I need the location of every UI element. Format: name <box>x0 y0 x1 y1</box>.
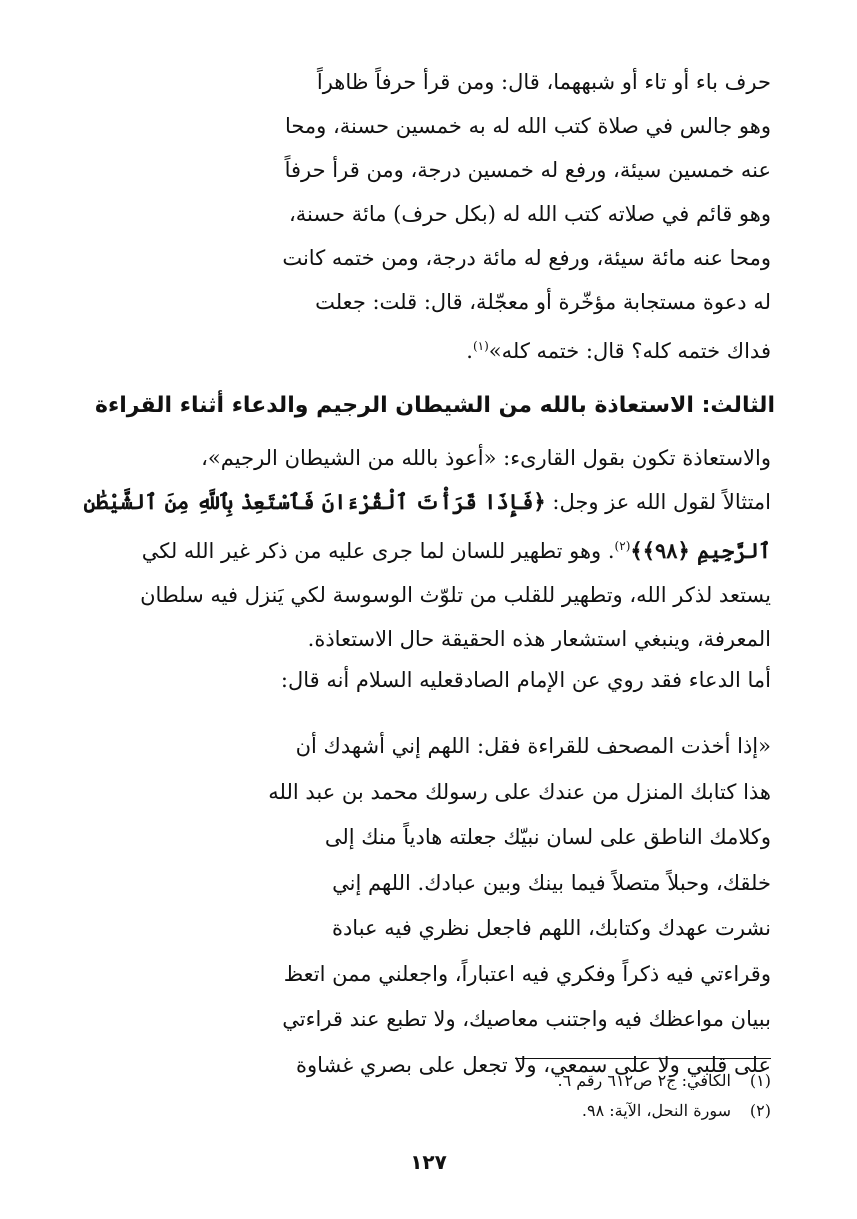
footnotes <box>81 1066 771 1126</box>
text-line: يستعد لذكر الله، وتطهير للقلب من تلوّث الوسوسة لكي يَنزل فيه سلطان <box>140 583 771 607</box>
text-line <box>81 524 771 573</box>
paragraph-dua-text <box>81 724 771 1088</box>
footnote-text: سورة النحل، الآية: ٩٨. <box>581 1101 731 1120</box>
text-line: أما الدعاء فقد روي عن الإمام الصادقعليه السلام أنه قال: <box>280 668 771 692</box>
section-heading: الثالث: الاستعاذة بالله من الشيطان الرجيم والدعاء أثناء القراءة <box>94 393 775 418</box>
text-line: عنه خمسين سيئة، ورفع له خمسين درجة، ومن قرأ حرفاً <box>284 158 771 182</box>
footnote-2 <box>81 1096 771 1126</box>
footnote-number: (١) <box>749 1071 771 1090</box>
text-fragment: امتثالاً لقول الله عز وجل: <box>545 490 771 514</box>
text-line: وهو قائم في صلاته كتب الله له (بكل حرف) مائة حسنة، <box>288 202 771 226</box>
footnote-divider <box>515 1058 771 1059</box>
footnote-ref-2: (٢) <box>614 539 631 553</box>
footnote-number: (٢) <box>749 1101 771 1120</box>
text-line: والاستعاذة تكون بقول القارىء: «أعوذ بالله من الشيطان الرجيم»، <box>201 446 771 470</box>
text-line <box>81 480 771 524</box>
text-line: وقراءتي فيه ذكراً وفكري فيه اعتباراً، واجعلني ممن اتعظ <box>283 961 771 986</box>
text-line: ومحا عنه مائة سيئة، ورفع له مائة درجة، ومن ختمه كانت <box>282 246 771 270</box>
text-line: على قلبي ولا على سمعي، ولا تجعل على بصري غشاوة <box>295 1052 771 1077</box>
text-line: هذا كتابك المنزل من عندك على رسولك محمد بن عبد الله <box>268 779 771 804</box>
text-fragment: فداك ختمه كله؟ قال: ختمه كله» <box>488 339 771 363</box>
text-fragment: . وهو تطهير للسان لما جرى عليه من ذكر غير الله لكي <box>141 539 615 563</box>
paragraph-hadith-reward <box>81 60 771 373</box>
quran-verse: ٱلرَّجِيمِ ﴿٩٨﴾﴾ <box>630 538 771 563</box>
text-line: وهو جالس في صلاة كتب الله له به خمسين حسنة، ومحا <box>284 114 771 138</box>
text-line: «إذا أخذت المصحف للقراءة فقل: اللهم إني أشهدك أن <box>295 734 771 758</box>
text-line: له دعوة مستجابة مؤخّرة أو معجّلة، قال: قلت: جعلت <box>315 290 771 314</box>
text-line: وكلامك الناطق على لسان نبيّك جعلته هادياً منك إلى <box>324 825 771 849</box>
footnote-ref-1: (١) <box>472 339 489 353</box>
footnote-1 <box>81 1066 771 1096</box>
paragraph-dua-intro <box>81 658 771 702</box>
text-fragment: . <box>466 339 473 363</box>
text-line: المعرفة، وينبغي استشعار هذه الحقيقة حال الاستعاذة. <box>307 627 771 651</box>
text-line: نشرت عهدك وكتابك، اللهم فاجعل نظري فيه عبادة <box>331 916 771 940</box>
page-number: ١٢٧ <box>410 1150 447 1174</box>
quran-verse: ﴿فَإِذَا قَرَأْتَ ٱلْقُرْءَانَ فَٱسْتَعِذْ بِٱللَّهِ مِنَ ٱلشَّيْطَٰنِ <box>83 489 546 514</box>
paragraph-istiadha <box>81 436 771 661</box>
text-line: حرف باء أو تاء أو شبههما، قال: ومن قرأ حرفاً ظاهراً <box>316 70 771 94</box>
text-line: خلقك، وحبلاً متصلاً فيما بينك وبين عبادك. اللهم إني <box>332 870 771 895</box>
text-line: ببيان مواعظك فيه واجتنب معاصيك، ولا تطبع عند قراءتي <box>282 1007 771 1031</box>
text-line-last <box>81 324 771 373</box>
footnote-text: الكافي: ج٢ ص٦١٢ رقم ٦. <box>557 1071 731 1090</box>
